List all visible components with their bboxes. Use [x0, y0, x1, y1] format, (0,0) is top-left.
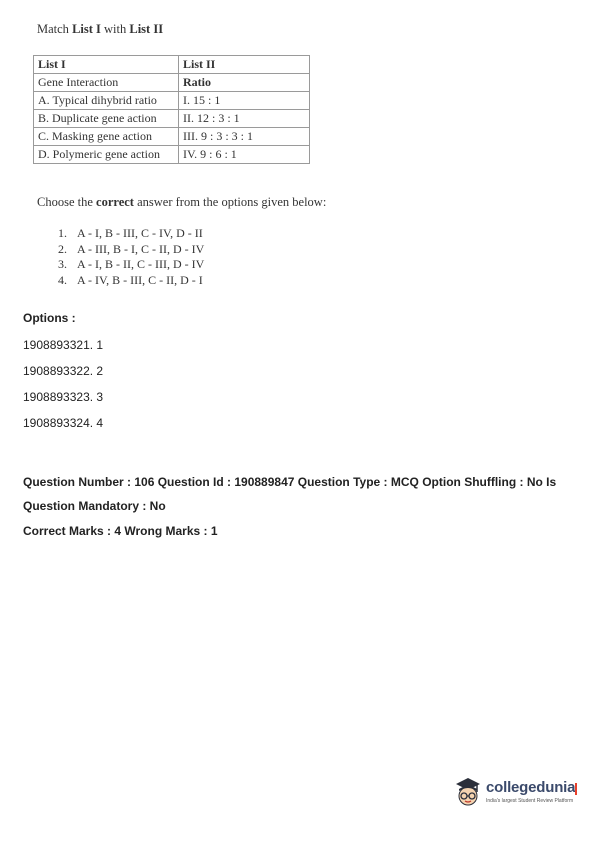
table-cell: B. Duplicate gene action: [34, 110, 179, 128]
list-item: [58, 257, 204, 273]
table-cell: A. Typical dihybrid ratio: [34, 92, 179, 110]
intro-list-two: List II: [129, 22, 164, 36]
choose-text: Choose the: [37, 195, 97, 209]
table-cell: D. Polymeric gene action: [34, 146, 179, 164]
option-item: 1908893323. 3: [23, 390, 104, 404]
intro-text: Match: [37, 22, 73, 36]
answer-number: 4.: [58, 272, 67, 287]
table-cell: Ratio: [179, 74, 310, 92]
answer-text: A - I, B - III, C - IV, D - II: [77, 226, 203, 240]
question-meta-line: Question Number : 106 Question Id : 190889847 Question Type : MCQ Option Shuffling : No Is: [23, 475, 557, 489]
table-cell: I. 15 : 1: [179, 92, 310, 110]
choose-bold: correct: [96, 195, 134, 209]
question-block: [37, 22, 367, 37]
logo-tagline: India's largest Student Review Platform: [486, 798, 574, 804]
table-row: [34, 146, 310, 164]
match-table: [33, 55, 310, 164]
table-cell: III. 9 : 3 : 3 : 1: [179, 128, 310, 146]
answer-text: A - III, B - I, C - II, D - IV: [77, 241, 205, 256]
answer-text: A - IV, B - III, C - II, D - I: [77, 272, 203, 287]
student-mascot-icon: [452, 775, 484, 809]
table-cell: Gene Interaction: [34, 74, 179, 92]
table-row: [34, 92, 310, 110]
table-row: [34, 110, 310, 128]
collegedunia-logo: [452, 775, 582, 811]
list-item: [58, 226, 204, 242]
answer-list: [58, 226, 204, 288]
answer-number: 1.: [58, 226, 67, 240]
option-item: 1908893322. 2: [23, 364, 104, 378]
choose-instruction: [37, 195, 326, 210]
choose-text-end: answer from the options given below:: [133, 195, 327, 209]
intro-list-one: List I: [72, 22, 101, 36]
answer-number: 2.: [58, 241, 67, 256]
table-cell: II. 12 : 3 : 1: [179, 110, 310, 128]
table-header-cell: List I: [34, 56, 179, 74]
table-row: [34, 74, 310, 92]
question-mandatory: Question Mandatory : No: [23, 499, 166, 513]
table-header-cell: List II: [179, 56, 310, 74]
question-marks: Correct Marks : 4 Wrong Marks : 1: [23, 524, 218, 538]
list-item: [58, 273, 204, 289]
option-item: 1908893321. 1: [23, 338, 104, 352]
option-item: 1908893324. 4: [23, 416, 104, 430]
question-intro: [37, 22, 367, 37]
table-cell: IV. 9 : 6 : 1: [179, 146, 310, 164]
logo-accent-bar: [575, 783, 577, 795]
list-item: [58, 242, 204, 258]
table-header-row: [34, 56, 310, 74]
answer-text: A - I, B - II, C - III, D - IV: [77, 257, 205, 271]
table-row: [34, 128, 310, 146]
intro-with: with: [100, 22, 130, 36]
answer-number: 3.: [58, 257, 67, 271]
table-cell: C. Masking gene action: [34, 128, 179, 146]
options-label: Options :: [23, 311, 76, 325]
logo-wordmark: collegedunia: [486, 779, 576, 796]
